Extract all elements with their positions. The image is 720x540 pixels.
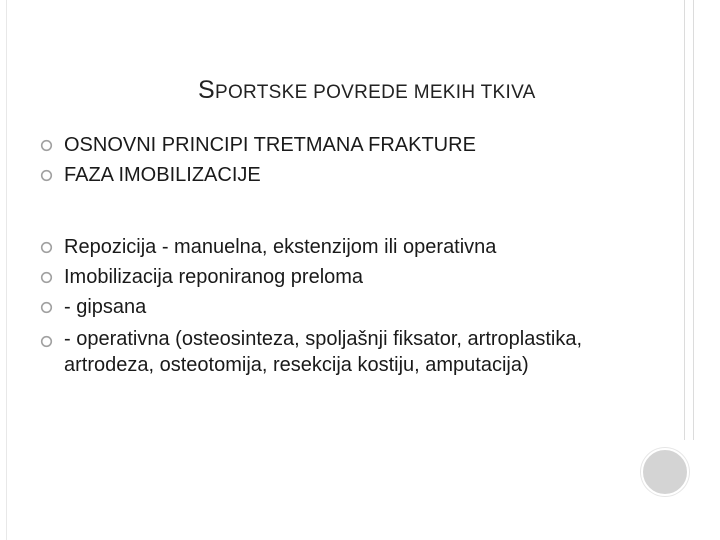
- title-rest: PORTSKE POVREDE MEKIH TKIVA: [214, 82, 536, 103]
- list-item-text: OSNOVNI PRINCIPI TRETMANA FRAKTURE: [64, 134, 476, 156]
- bullet-list-details: [40, 232, 640, 378]
- ring-bullet-icon: [40, 241, 53, 254]
- list-item-text: Repozicija - manuelna, ekstenzijom ili operativna: [64, 236, 497, 258]
- list-item: [40, 326, 640, 378]
- ring-bullet-icon: [40, 301, 53, 314]
- ring-bullet-icon: [40, 169, 53, 182]
- list-item-text: - gipsana: [64, 296, 147, 318]
- slide-frame-line-right-outer: [693, 0, 694, 440]
- ring-bullet-icon: [40, 271, 53, 284]
- list-item: [40, 292, 640, 322]
- list-item: [40, 262, 640, 292]
- decorative-circle: [641, 448, 689, 496]
- list-item-text: - operativna (osteosinteza, spoljašnji fiksator, artroplastika, artrodeza, osteotomija, resekcija kostiju, amputacija): [64, 328, 583, 376]
- list-item-text: Imobilizacija reponiranog preloma: [64, 266, 364, 288]
- ring-bullet-icon: [40, 139, 53, 152]
- list-item: [40, 160, 640, 190]
- slide-frame-line-left: [6, 0, 7, 540]
- ring-bullet-icon: [40, 335, 53, 348]
- bullet-list-headings: [40, 130, 640, 190]
- title-first-letter: S: [198, 76, 215, 104]
- list-item-text: FAZA IMOBILIZACIJE: [64, 164, 261, 186]
- slide-frame-line-right-inner: [684, 0, 685, 440]
- list-item: [40, 232, 640, 262]
- slide-title: [198, 76, 536, 105]
- list-item: [40, 130, 640, 160]
